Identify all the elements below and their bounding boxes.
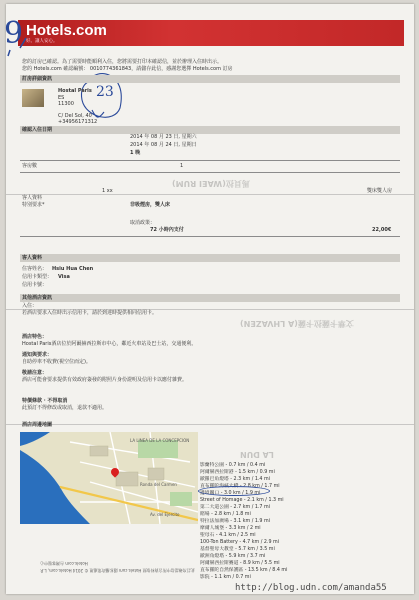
feature-text: Hostal Paris酒店位於阿爾赫西拉斯市中心，鄰近火車站及巴士站，交通便利。	[22, 341, 197, 347]
hotel-name: Hostal Paris	[58, 88, 92, 94]
landmark-item: 影蘭特公園 - 0.7 km / 0.4 mi	[200, 463, 266, 468]
logo-tagline: 好。讓人安心。	[26, 39, 58, 44]
room-type-label: 特別要求*	[22, 202, 45, 208]
card-number-label: 信用卡號：	[22, 282, 48, 288]
fold-line	[6, 194, 414, 195]
map-heading: 酒店周邊地圖	[22, 422, 53, 428]
room-type-value: 非吸煙房，雙人床	[130, 202, 171, 208]
footer-line: 此訂房確認信中所含資料依照 Hotels.com 隱私權政策處理 © 2014 Hotels.com, L.P.	[40, 568, 195, 573]
guest-name: Hsiu Hua Chen	[52, 266, 94, 272]
landmark-item: 賭場 - 2.8 km / 1.8 mi	[200, 512, 251, 517]
blog-watermark: http://blog.udn.com/amanda55	[235, 583, 387, 593]
landmark-item: Street of Homage - 2.1 km / 1.3 mi	[200, 498, 284, 503]
card-policy-line: 若酒店要求入住時出示信用卡，請於到達時提供相同信用卡。	[22, 310, 158, 316]
nights-count: 1 晚	[130, 150, 141, 156]
map-label-street: Av. del Ejercito	[150, 512, 180, 517]
mandatory-heading: 敬請注意：	[22, 370, 48, 376]
room-label: 1 xx	[102, 188, 113, 194]
policies-text: 此預訂不得修改或取消，退款不適用。	[22, 405, 108, 411]
handwritten-number: 9	[4, 16, 24, 51]
section-heading: 訂房詳細資訊	[22, 76, 53, 82]
landmark-item: 100-Ton Battery - 4.7 km / 2.9 mi	[200, 540, 280, 545]
landmark-item: 聖母石 - 4.1 km / 2.5 mi	[200, 533, 256, 538]
landmark-item: 歐洲角燈塔 - 5.9 km / 3.7 mi	[200, 554, 266, 559]
hotel-street: C/ Del Sol, 40	[58, 113, 92, 119]
checkin-date: 2014 年 08 月 23 日, 星期六	[130, 134, 197, 140]
intro-line-1: 您的訂房已確認。為了需要時能順利入住，您將需要打印本確認信，並於辦理入住時出示。	[22, 59, 223, 65]
hotel-address-line: 11300	[58, 101, 74, 107]
stay-heading: 確認入住日期	[22, 127, 53, 133]
landmark-item: 基督聖母大教堂 - 5.7 km / 3.5 mi	[200, 547, 275, 552]
landmark-item: 摩爾人城堡 - 3.3 km / 2 mi	[200, 526, 261, 531]
total-amount: 22,00€	[372, 227, 392, 233]
guest-count-heading: 客人資料	[22, 195, 43, 201]
landmark-item: 直布羅陀海峽大橋 - 2.8 km / 1.7 mi	[200, 484, 280, 489]
map-label-town: LA LINEA DE LA CONCEPCION	[130, 438, 190, 443]
cancel-policy: 72 小時內支付	[150, 227, 184, 233]
landmark-item: 阿爾赫西拉斯港 - 1.5 km / 0.9 mi	[200, 470, 275, 475]
landmark-item: 歐羅巴角燈塔 - 2.3 km / 1.4 mi	[200, 477, 270, 482]
guest-name-label: 住客姓名：	[22, 266, 48, 272]
room-class-label: 雙床雙人房	[367, 188, 393, 194]
notice-text: 自助停車不收費(視空位而定)。	[22, 359, 91, 365]
hotel-photo	[22, 89, 44, 107]
rooms-label: 客房數	[22, 163, 38, 169]
rooms-count: 1	[180, 163, 184, 169]
notice-heading: 通知與要求：	[22, 352, 53, 358]
policies-heading: 特價條款 · 不得取消	[22, 398, 68, 404]
card-type: Visa	[58, 274, 70, 280]
mirrored-text: 馬貝拉(WAEI RUM)	[172, 179, 250, 188]
map-label-street: Ronda del Carmen	[140, 482, 177, 487]
hotel-area-map[interactable]	[20, 432, 198, 524]
landmark-item: 特拉法加廣場 - 3.1 km / 1.9 mi	[200, 519, 270, 524]
mandatory-text: 酒店可能會要求提供有效政府簽發的附照片身份證明及信用卡以應付雜費。	[22, 377, 188, 383]
guest-heading: 客人資料	[22, 255, 43, 261]
hotel-address-line: ES	[58, 95, 65, 101]
map-graphic	[20, 432, 198, 524]
footer-line: Hotels.com 台灣客服中心	[40, 561, 88, 566]
handwritten-date: 23	[96, 84, 114, 100]
ink-circle-annotation	[198, 486, 270, 496]
hotel-phone: +34956171312	[58, 119, 98, 125]
landmark-item: 直布羅陀自然保護區 - 13.5 km / 8.4 mi	[200, 568, 288, 573]
intro-line-2: 您的 Hotels.com 確認編號： 0010774361843，請儲存此信，感謝您選擇 Hotels.com 訂房	[22, 66, 233, 72]
checkout-date: 2014 年 08 月 24 日, 星期日	[130, 142, 197, 148]
other-info-heading: 其他酒店資訊	[22, 295, 53, 301]
landmark-item: 第二大道公園 - 2.7 km / 1.7 mi	[200, 505, 270, 510]
feature-heading: 酒店特色：	[22, 334, 48, 340]
landmark-item: 邊境關口 - 3.0 km / 1.9 mi	[200, 491, 261, 496]
card-type-label: 信用卡類型：	[22, 274, 53, 280]
hotels-logo: Hotels.com	[26, 22, 107, 39]
landmark-item: 影院 - 1.1 km / 0.7 mi	[200, 575, 251, 580]
fold-line	[6, 424, 414, 425]
mirrored-text: LA DUN	[240, 450, 274, 459]
cancel-label: 取消政策：	[130, 220, 156, 226]
landmark-item: 阿爾赫西拉斯賽道 - 8.9 km / 5.5 mi	[200, 561, 280, 566]
mirrored-text: 文華卡薩拉卡薩(A LHVAZEN)	[240, 319, 354, 328]
checkin-line: 入住：	[22, 303, 38, 309]
